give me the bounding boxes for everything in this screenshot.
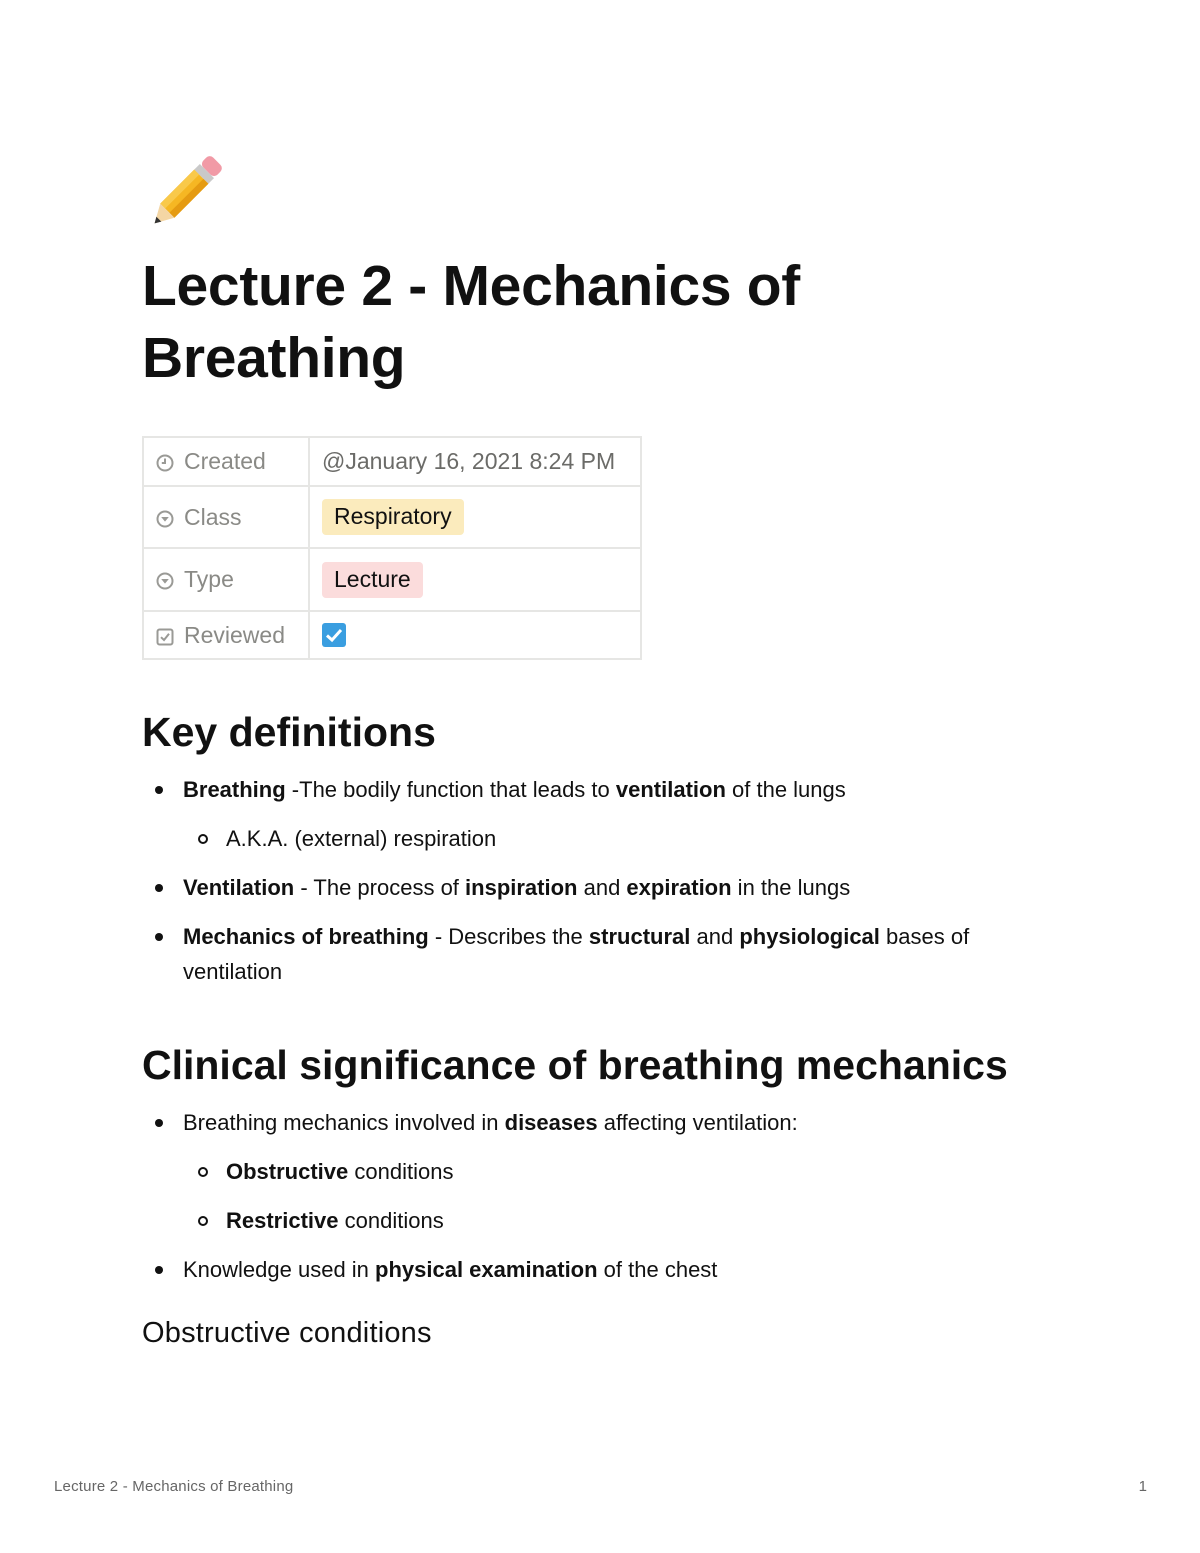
property-row-created bbox=[143, 437, 641, 486]
property-row-class bbox=[143, 486, 641, 548]
reviewed-checkbox[interactable] bbox=[322, 623, 346, 647]
property-value-reviewed bbox=[309, 611, 641, 659]
list-item: Restrictive conditions bbox=[142, 1203, 1042, 1238]
heading-obstructive-conditions: Obstructive conditions bbox=[142, 1317, 432, 1349]
class-tag[interactable]: Respiratory bbox=[322, 499, 464, 535]
footer-page-number: 1 bbox=[1138, 1478, 1147, 1495]
key-definitions-list bbox=[142, 772, 1042, 989]
clock-icon bbox=[156, 454, 174, 472]
checkbox-icon bbox=[156, 628, 174, 646]
page-content bbox=[142, 150, 1042, 1351]
select-icon bbox=[156, 510, 174, 528]
property-key bbox=[143, 611, 309, 659]
property-row-type bbox=[143, 548, 641, 611]
list-item: Mechanics of breathing - Describes the structural and physiological bases of ventilation bbox=[142, 919, 1042, 989]
type-tag[interactable]: Lecture bbox=[322, 562, 423, 598]
list-item: A.K.A. (external) respiration bbox=[142, 821, 1042, 856]
heading-clinical-significance: Clinical significance of breathing mechanics bbox=[142, 1042, 1008, 1088]
property-value-created[interactable]: @January 16, 2021 8:24 PM bbox=[309, 437, 641, 486]
check-icon bbox=[325, 627, 343, 643]
property-key bbox=[143, 437, 309, 486]
list-item: Breathing mechanics involved in diseases affecting ventilation: bbox=[142, 1105, 1042, 1140]
property-key-label: Class bbox=[184, 503, 242, 530]
property-row-reviewed bbox=[143, 611, 641, 659]
property-key-label: Reviewed bbox=[184, 621, 285, 648]
property-value-type[interactable] bbox=[309, 548, 641, 611]
property-value-class[interactable] bbox=[309, 486, 641, 548]
clinical-list bbox=[142, 1105, 1042, 1287]
property-key bbox=[143, 486, 309, 548]
list-item: Knowledge used in physical examination of the chest bbox=[142, 1252, 1042, 1287]
list-item: Obstructive conditions bbox=[142, 1154, 1042, 1189]
list-item: Ventilation - The process of inspiration and expiration in the lungs bbox=[142, 870, 1042, 905]
heading-key-definitions: Key definitions bbox=[142, 709, 436, 755]
select-icon bbox=[156, 572, 174, 590]
list-item: Breathing -The bodily function that leads to ventilation of the lungs bbox=[142, 772, 1042, 807]
properties-table bbox=[142, 436, 642, 660]
property-key bbox=[143, 548, 309, 611]
property-key-label: Created bbox=[184, 448, 266, 474]
pencil-icon bbox=[142, 150, 228, 236]
page-title: Lecture 2 - Mechanics of Breathing bbox=[142, 254, 800, 390]
property-key-label: Type bbox=[184, 566, 234, 592]
footer-title: Lecture 2 - Mechanics of Breathing bbox=[54, 1478, 294, 1495]
